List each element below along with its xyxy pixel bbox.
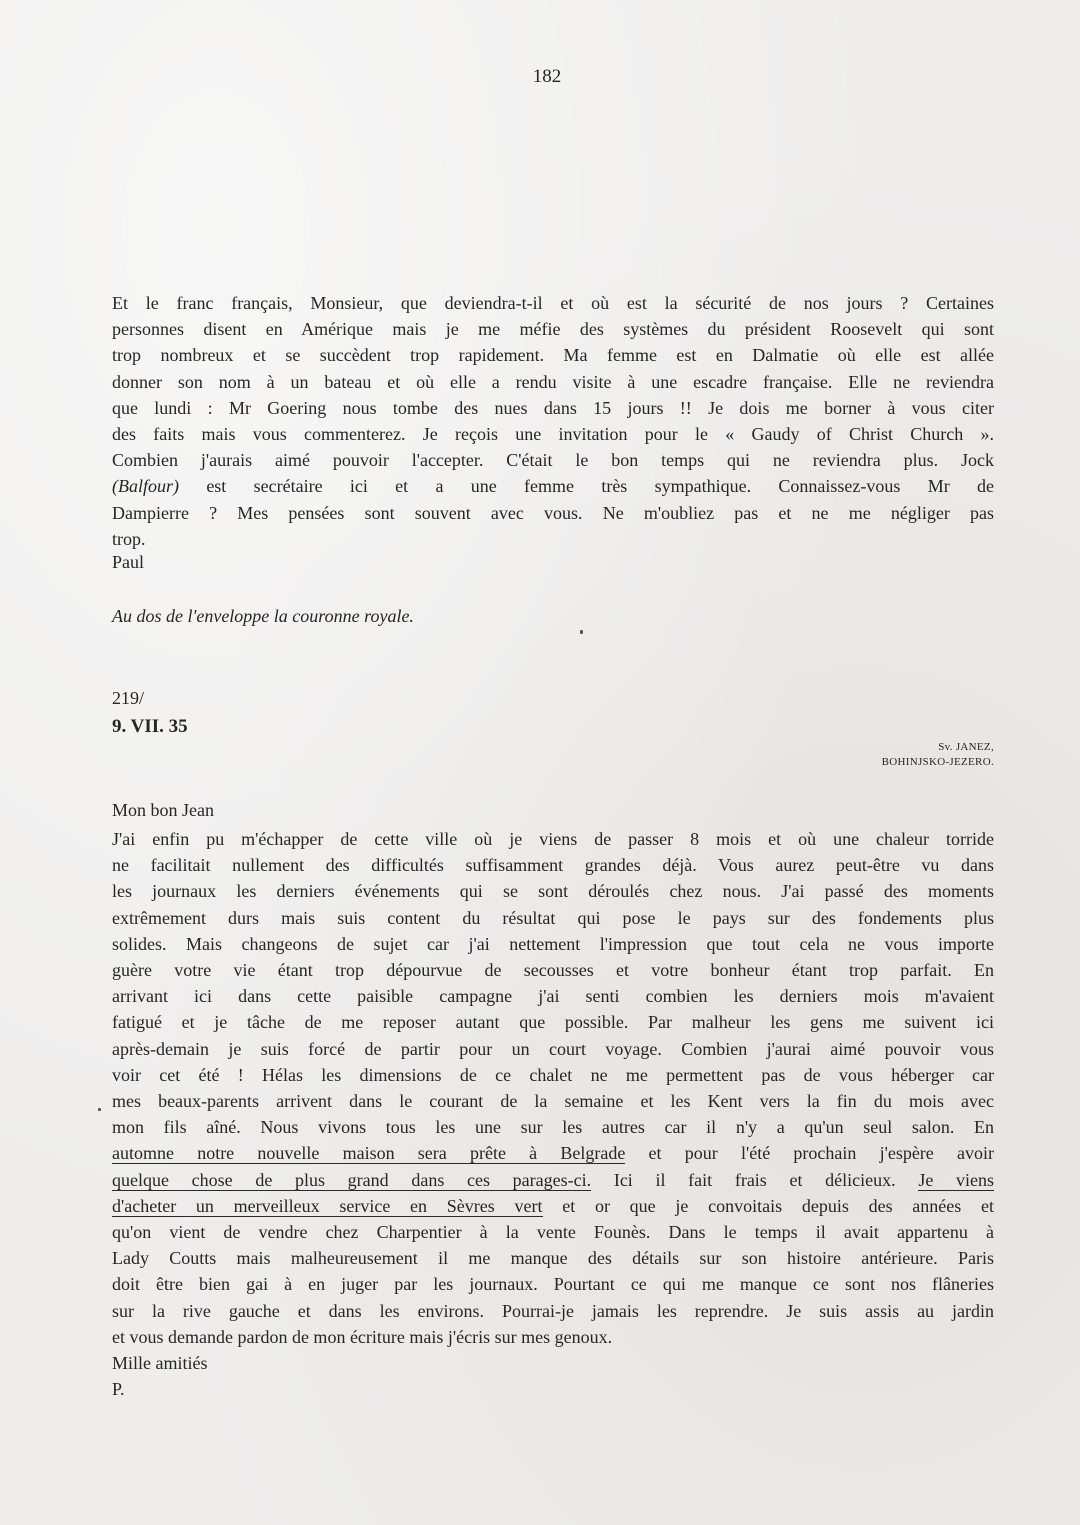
- letter-2-line-text: et or que je convoitais depuis des années et: [542, 1195, 995, 1216]
- letter-1-line: personnes disent en Amérique mais je me méfie des systèmes du président Roosevelt qui sont: [112, 319, 994, 340]
- letter-2-line: après-demain je suis forcé de partir pour un court voyage. Combien j'aurai aimé pouvoir vous: [112, 1038, 994, 1059]
- letter-2-line: sur la rive gauche et dans les environs. Pourrai-je jamais les reprendre. Je suis assis au jardin: [112, 1300, 994, 1321]
- letter-1-line: trop.: [112, 528, 146, 549]
- letter-2-line: voir cet été ! Hélas les dimensions de ce chalet ne me permettent pas de vous héberger car: [112, 1064, 994, 1085]
- page-number: 182: [532, 66, 562, 87]
- letter-1-line: [112, 473, 994, 499]
- letter-2-line: ne facilitait nullement des difficultés suffisamment grandes déjà. Vous aurez peut-être vu dans: [112, 855, 994, 876]
- letter-2-line: [112, 1193, 994, 1219]
- letter-2-line-text: Ici il fait frais et délicieux.: [591, 1169, 919, 1190]
- letter-1-line: des faits mais vous commenterez. Je reçois une invitation pour le « Gaudy of Christ Church ».: [112, 424, 994, 445]
- letter-1-body: [112, 290, 994, 552]
- letter-2-number: 219/: [112, 688, 145, 708]
- letter-2-date: 9. VII. 35: [112, 716, 188, 737]
- letterhead: [882, 740, 994, 770]
- letter-2-signature: P.: [112, 1379, 125, 1400]
- letter-2-salutation: Mon bon Jean: [112, 800, 214, 820]
- letter-2-line: fatigué et je tâche de me reposer autant que possible. Par malheur les gens me suivent ici: [112, 1012, 994, 1033]
- handwritten-underline-text: Je viens: [918, 1169, 994, 1190]
- letter-2-line: guère votre vie étant trop dépourvue de secousses et votre bonheur étant trop parfait. En: [112, 960, 994, 981]
- letter-2-line: [112, 1167, 994, 1193]
- letter-1-line-text: est secrétaire ici et a une femme très sympathique. Connaissez-vous Mr de: [206, 476, 994, 497]
- letter-2-line: solides. Mais changeons de sujet car j'ai nettement l'impression que tout cela ne vous importe: [112, 933, 994, 954]
- letterhead-line: BOHINJSKO-JEZERO.: [881, 756, 994, 768]
- paper-speck: [580, 630, 583, 634]
- letter-2-line: qu'on vient de vendre chez Charpentier à la vente Founès. Dans le temps il avait appartenu à: [112, 1222, 994, 1243]
- balfour-italic: (Balfour): [112, 476, 179, 497]
- letter-2-line: et vous demande pardon de mon écriture mais j'écris sur mes genoux.: [112, 1326, 613, 1347]
- letter-2-line: extrêmement durs mais suis content du résultat qui pose le pays sur des fondements plus: [112, 907, 994, 928]
- handwritten-underline-text: quelque chose de plus grand dans ces parages-ci.: [112, 1169, 592, 1190]
- letter-2-line: arrivant ici dans cette paisible campagne j'ai senti combien les derniers mois m'avaient: [112, 986, 994, 1007]
- letter-2-line: J'ai enfin pu m'échapper de cette ville où je viens de passer 8 mois et où une chaleur torride: [112, 829, 994, 849]
- letter-1-line: Dampierre ? Mes pensées sont souvent avec vous. Ne m'oubliez pas et ne me négliger pas: [112, 502, 994, 523]
- letter-2-line: [112, 1140, 994, 1166]
- letter-1-line: Combien j'aurais aimé pouvoir l'accepter. C'était le bon temps qui ne reviendra plus. Jock: [112, 450, 994, 471]
- letter-1-line: trop nombreux et se succèdent trop rapidement. Ma femme est en Dalmatie où elle est allée: [112, 345, 994, 366]
- letter-1-line: Et le franc français, Monsieur, que deviendra-t-il et où est la sécurité de nos jours ? Certaines: [112, 293, 994, 313]
- letter-1-signature: Paul: [112, 552, 145, 572]
- letter-2-line: mon fils aîné. Nous vivons tous les une sur les autres car il n'y a qu'un seul salon. En: [112, 1117, 994, 1138]
- letter-2-line: Lady Coutts mais malheureusement il me manque des détails sur son histoire antérieure. Paris: [112, 1248, 994, 1269]
- letter-1-line: donner son nom à un bateau et où elle a rendu visite à une escadre française. Elle ne reviendra: [112, 371, 994, 392]
- letter-2-line: les journaux les derniers événements qui se sont déroulés chez nous. J'ai passé des moments: [112, 881, 994, 902]
- handwritten-underline-text: automne notre nouvelle maison sera prête à Belgrade: [112, 1143, 626, 1164]
- letter-2-line: mes beaux-parents arrivent dans le courant de la semaine et les Kent vers la fin du mois avec: [112, 1091, 994, 1112]
- letter-2-line: doit être bien gai à en juger par les journaux. Pourtant ce qui me manque ce sont nos flâneries: [112, 1274, 994, 1295]
- letterhead-line: Sv. JANEZ,: [938, 741, 994, 753]
- letter-2-line-text: et pour l'été prochain j'espère avoir: [625, 1143, 994, 1164]
- letter-2-body: [112, 826, 994, 1402]
- letter-1-line: que lundi : Mr Goering nous tombe des nues dans 15 jours !! Je dois me borner à vous citer: [112, 397, 994, 418]
- letter-2-closing: Mille amitiés: [112, 1353, 208, 1374]
- paper-speck: [98, 1108, 101, 1111]
- envelope-note: Au dos de l'enveloppe la couronne royale.: [112, 606, 414, 626]
- handwritten-underline-text: d'acheter un merveilleux service en Sèvres vert: [112, 1195, 543, 1216]
